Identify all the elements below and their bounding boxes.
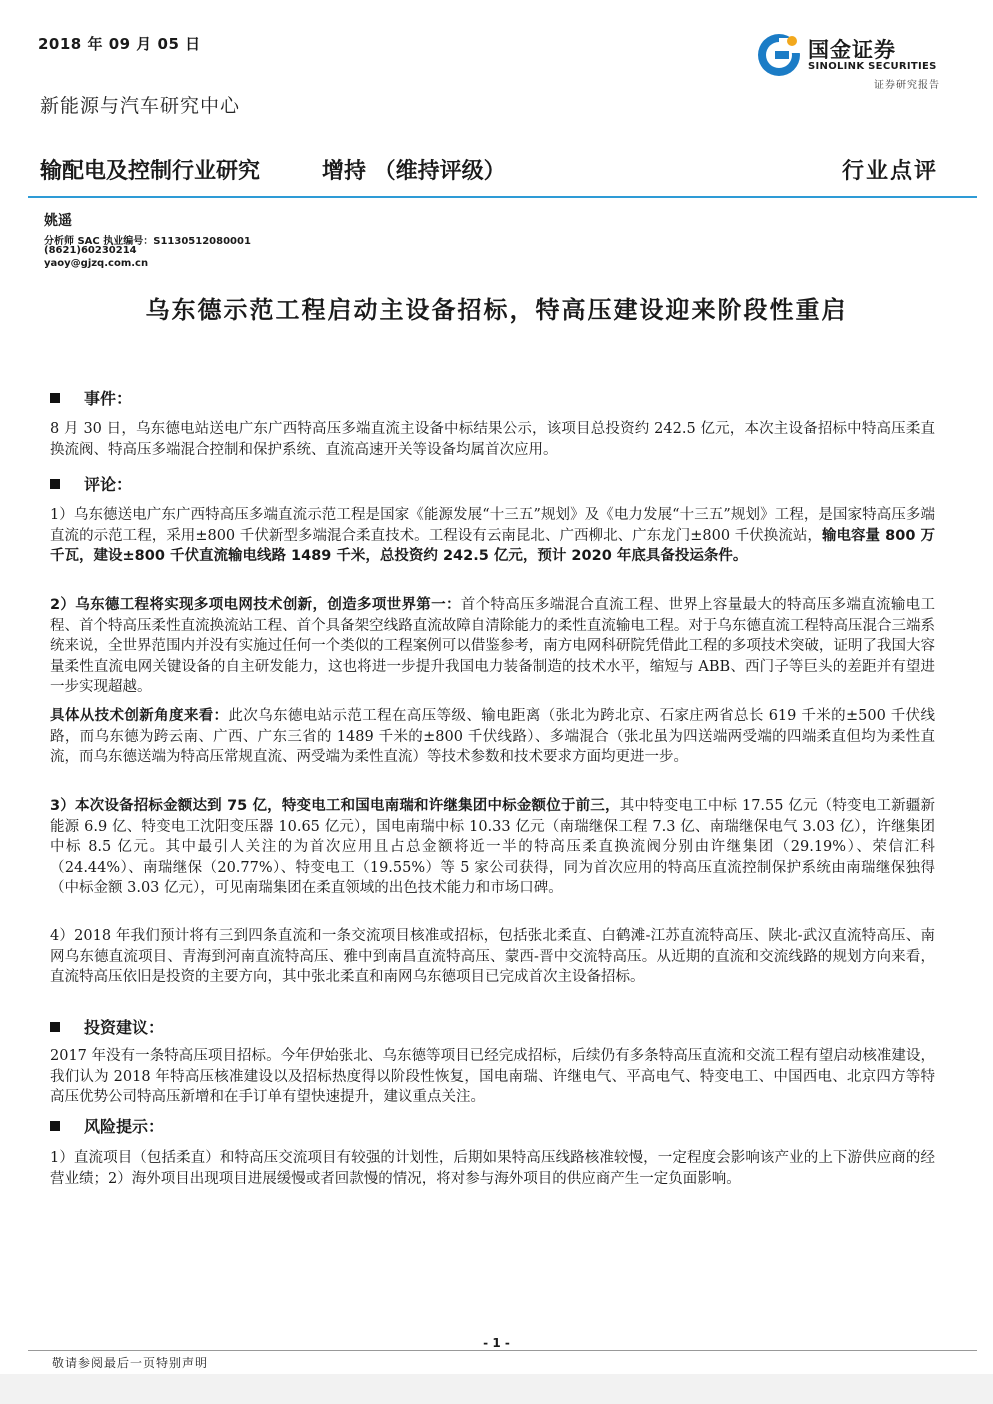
paragraph-advice: 2017 年没有一条特高压项目招标。今年伊始张北、乌东德等项目已经完成招标，后续仍有多条特高压直流和交流工程有望启动核准建设，我们认为 2018 年特高压核准建设以及招标热度得以阶段性恢复，国电南瑞、许继电气、平高电气、特变电工、中国西电、北京四方等特高压优势公司特高压新增和在手订单有望快速提升，建议重点关注。 <box>50 1048 935 1105</box>
rating: 增持 （维持评级） <box>322 159 506 184</box>
paragraph-event: 8 月 30 日，乌东德电站送电广东广西特高压多端直流主设备中标结果公示，该项目总投资约 242.5 亿元，本次主设备招标中特高压柔直换流阀、特高压多端混合控制和保护系统、直流高速开关等设备均属首次应用。 <box>50 421 935 458</box>
comment-1-bold: 输电容量 800 万千瓦，建设±800 千伏直流输电线路 1489 千米，总投资约 242.5 亿元，预计 2020 年底具备投运条件。 <box>50 527 935 564</box>
report-type: 行业点评 <box>841 159 938 184</box>
paragraph-comment-4 <box>50 796 935 899</box>
comment-1-text: 1）乌东德送电广东广西特高压多端直流示范工程是国家《能源发展“十三五”规划》及《电力发展“十三五”规划》工程，是国家特高压多端直流的示范工程，采用±800 千伏新型多端混合柔直技术。工程设有云南昆北、广西柳北、广东龙门±800 千伏换流站， <box>50 507 935 544</box>
page-number: - 1 - <box>483 1336 510 1350</box>
logo-name-cn: 国金证券 <box>808 38 896 62</box>
research-center: 新能源与汽车研究中心 <box>40 95 241 117</box>
company-logo <box>756 30 946 90</box>
report-headline: 乌东德示范工程启动主设备招标，特高压建设迎来阶段性重启 <box>145 295 848 324</box>
paragraph-risk: 1）直流项目（包括柔直）和特高压交流项目有较强的计划性，后期如果特高压线路核准较慢，一定程度会影响该产业的上下游供应商的经营业绩；2）海外项目出现项目进展缓慢或者回款慢的情况，将对参与海外项目的供应商产生一定负面影响。 <box>50 1150 935 1187</box>
industry-title: 输配电及控制行业研究 <box>40 159 261 184</box>
section-advice-label: 投资建议： <box>84 1018 165 1037</box>
bullet-square-icon <box>50 1022 60 1032</box>
footer-divider <box>28 1350 977 1351</box>
report-date: 2018 年 09 月 05 日 <box>38 35 201 53</box>
section-advice <box>50 1015 164 1038</box>
paragraph-comment-1 <box>50 505 935 567</box>
section-risk-label: 风险提示： <box>84 1117 165 1136</box>
paragraph-comment-2 <box>50 595 935 698</box>
comment-2-bold: 2）乌东德工程将实现多项电网技术创新，创造多项世界第一： <box>50 597 461 613</box>
footer-disclaimer: 敬请参阅最后一页特别声明 <box>52 1356 209 1370</box>
logo-name-en: SINOLINK SECURITIES <box>808 61 937 72</box>
section-event <box>50 386 132 409</box>
author-phone: (8621)60230214 <box>44 245 137 256</box>
footer-band <box>0 1374 993 1404</box>
logo-subtitle: 证券研究报告 <box>874 80 940 91</box>
bullet-square-icon <box>50 479 60 489</box>
bullet-square-icon <box>50 1121 60 1131</box>
comment-4-bold: 3）本次设备招标金额达到 75 亿，特变电工和国电南瑞和许继集团中标金额位于前三， <box>50 798 620 814</box>
paragraph-comment-3 <box>50 706 935 768</box>
section-event-label: 事件： <box>84 389 133 408</box>
sinolink-emblem-icon <box>756 32 802 78</box>
paragraph-comment-5: 4）2018 年我们预计将有三到四条直流和一条交流项目核准或招标，包括张北柔直、白鹤滩-江苏直流特高压、陕北-武汉直流特高压、南网乌东德直流项目、青海到河南直流特高压、雅中到南昌直流特高压、蒙西-晋中交流特高压。从近期的直流和交流线路的规划方向来看，直流特高压依旧是投资的主要方向，其中张北柔直和南网乌东德项目已完成首次主设备招标。 <box>50 928 935 985</box>
section-comment <box>50 472 132 495</box>
header-divider <box>28 196 977 198</box>
author-sac: 分析师 SAC 执业编号：S1130512080001 <box>44 236 251 247</box>
section-risk <box>50 1114 164 1137</box>
bullet-square-icon <box>50 393 60 403</box>
author-name: 姚遥 <box>44 213 72 229</box>
title-row <box>40 154 940 188</box>
section-comment-label: 评论： <box>84 475 133 494</box>
comment-2-text: 首个特高压多端混合直流工程、世界上容量最大的特高压多端直流输电工程、首个特高压柔性直流换流站工程、首个具备架空线路直流故障自清除能力的柔性直流输电工程。对于乌东德直流工程特高压混合三端系统来说，全世界范围内并没有实施过任何一个类似的工程案例可以借鉴参考，南方电网科研院凭借此工程的多项技术突破，证明了我国大容量柔性直流电网关键设备的自主研发能力，这也将进一步提升我国电力装备制造的技术水平，缩短与 ABB、西门子等巨头的差距并有望进一步实现超越。 <box>50 597 935 695</box>
comment-3-bold: 具体从技术创新角度来看： <box>50 708 229 724</box>
comment-3-text: 此次乌东德电站示范工程在高压等级、输电距离（张北为跨北京、石家庄两省总长 619 千米的±500 千伏线路，而乌东德为跨云南、广西、广东三省的 1489 千米的±800 千伏线路）、多端混合（张北虽为四送端两受端的四端柔直但均为柔性直流，而乌东德送端为特高压常规直流、两受端为柔性直流）等技术参数和技术要求方面均更进一步。 <box>50 708 936 765</box>
comment-4-text: 其中特变电工中标 17.55 亿元（特变电工新疆新能源 6.9 亿、特变电工沈阳变压器 10.65 亿元），国电南瑞中标 10.33 亿元（南瑞继保工程 7.3 亿、南瑞继保电气 3.03 亿），许继集团中标 8.5 亿元。其中最引人关注的为首次应用且占总金额将近一半的特高压柔直换流阀分别由许继集团（29.19%）、荣信汇科（24.44%）、南瑞继保（20.77%）、特变电工（19.55%）等 5 家公司获得，同为首次应用的特高压直流控制保护系统由南瑞继保独得（中标金额 3.03 亿元），可见南瑞集团在柔直领域的出色技术能力和市场口碑。 <box>50 798 935 896</box>
author-email[interactable]: yaoy@gjzq.com.cn <box>44 258 149 269</box>
